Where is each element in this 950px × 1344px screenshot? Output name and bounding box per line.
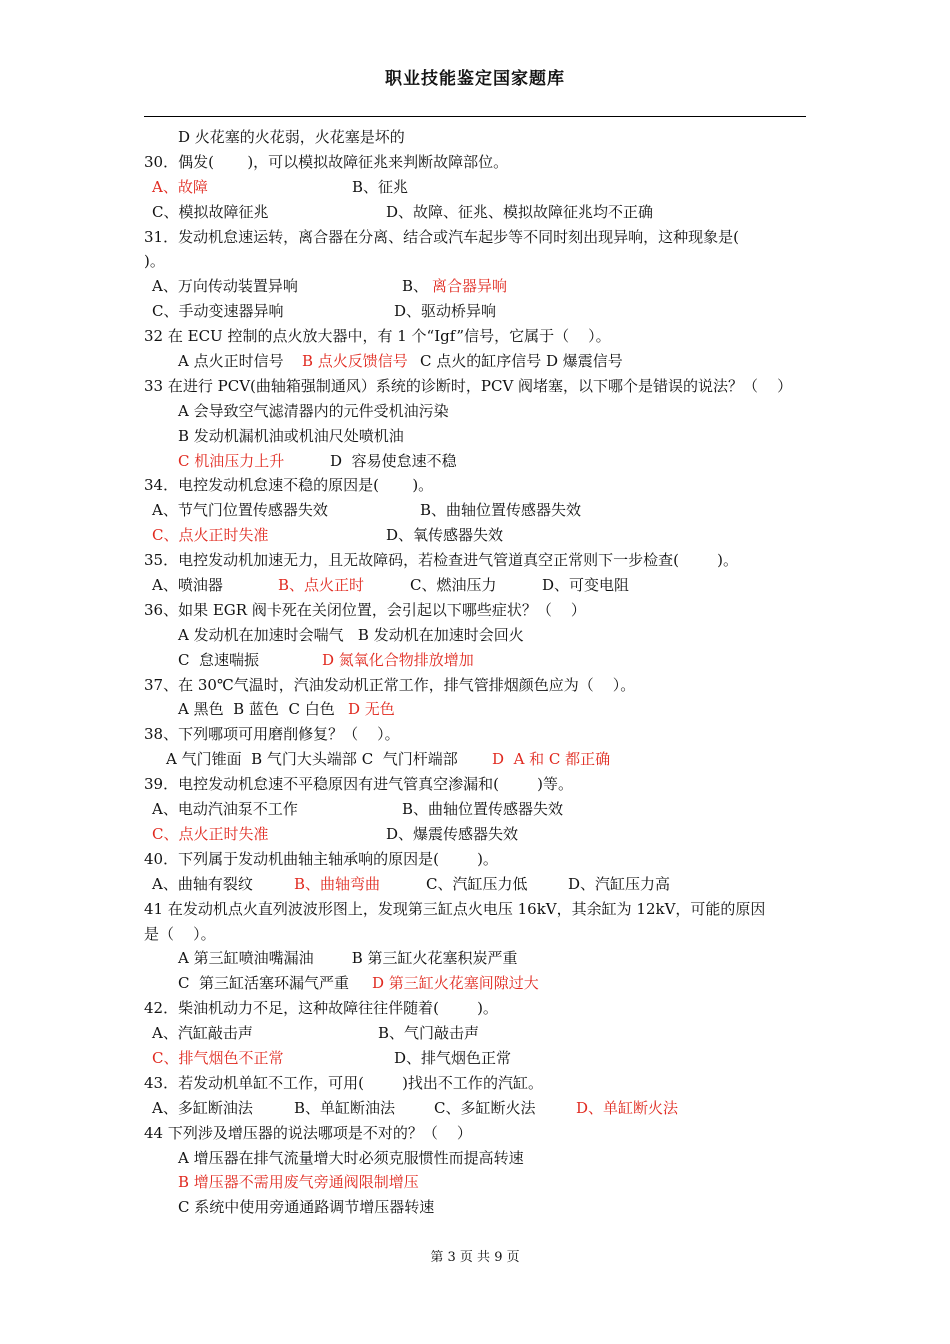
question-text: A 点火正时信号 — [178, 352, 284, 371]
text-line — [0, 249, 950, 274]
question-text: A、电动汽油泵不工作 — [152, 800, 298, 819]
question-text: C、模拟故障征兆 — [152, 202, 269, 221]
question-text: C 第三缸活塞环漏气严重 — [178, 974, 350, 993]
question-text: A 黑色 B 蓝色 C 白色 — [178, 700, 335, 719]
question-text: D、氧传感器失效 — [386, 526, 504, 545]
question-text: 35．电控发动机加速无力，且无故障码，若检查进气管道真空正常则下一步检查( )。 — [144, 551, 738, 570]
question-text: B、气门敲击声 — [378, 1024, 480, 1043]
page-footer: 第 3 页 共 9 页 — [430, 1250, 520, 1265]
question-text: )。 — [144, 252, 165, 271]
text-line — [0, 200, 950, 225]
question-text: C 点火的缸序信号 D 爆震信号 — [420, 352, 623, 371]
question-text: A、万向传动装置异响 — [152, 277, 298, 296]
answer-text: 离合器异响 — [432, 277, 508, 296]
question-text: C、汽缸压力低 — [426, 874, 528, 893]
question-text: D、爆震传感器失效 — [386, 824, 519, 843]
answer-text: D 氮氧化合物排放增加 — [322, 650, 474, 669]
text-line — [0, 847, 950, 872]
text-line — [0, 971, 950, 996]
text-line — [0, 872, 950, 897]
text-line — [0, 1046, 950, 1071]
text-line — [0, 349, 950, 374]
text-line — [0, 424, 950, 449]
text-line — [0, 374, 950, 399]
text-line — [0, 673, 950, 698]
text-line — [0, 598, 950, 623]
question-text: D、可变电阻 — [542, 576, 630, 595]
text-line — [0, 1071, 950, 1096]
text-line — [0, 498, 950, 523]
question-text: 31．发动机怠速运转，离合器在分离、结合或汽车起步等不同时刻出现异响，这种现象是( — [144, 227, 739, 246]
answer-text: C、点火正时失准 — [152, 824, 269, 843]
question-text: A 增压器在排气流量增大时必须克服惯性而提高转速 — [178, 1148, 524, 1167]
question-text: A 会导致空气滤清器内的元件受机油污染 — [178, 401, 449, 420]
text-line — [0, 125, 950, 150]
question-text: 30．偶发( )，可以模拟故障征兆来判断故障部位。 — [144, 152, 509, 171]
question-text: A、多缸断油法 — [152, 1098, 253, 1117]
question-text: B、 — [402, 277, 429, 296]
question-text: 43．若发动机单缸不工作，可用( )找出不工作的汽缸。 — [144, 1073, 543, 1092]
text-line — [0, 473, 950, 498]
text-line — [0, 324, 950, 349]
question-text: 42．柴油机动力不足，这种故障往往伴随着( )。 — [144, 999, 498, 1018]
text-line — [0, 1170, 950, 1195]
question-text: C、手动变速器异响 — [152, 302, 284, 321]
text-line — [0, 523, 950, 548]
answer-text: B、曲轴弯曲 — [294, 874, 381, 893]
text-line — [0, 797, 950, 822]
text-line — [0, 399, 950, 424]
question-list — [0, 125, 950, 1220]
question-text: A 发动机在加速时会喘气 B 发动机在加速时会回火 — [178, 625, 524, 644]
answer-text: D、单缸断火法 — [576, 1098, 679, 1117]
text-line — [0, 274, 950, 299]
text-line — [0, 697, 950, 722]
question-text: A 气门锥面 B 气门大头端部 C 气门杆端部 — [166, 750, 458, 769]
text-line — [0, 1146, 950, 1171]
answer-text: C、排气烟色不正常 — [152, 1048, 284, 1067]
text-line — [0, 946, 950, 971]
answer-text: B 点火反馈信号 — [302, 352, 408, 371]
question-text: 40．下列属于发动机曲轴主轴承响的原因是( )。 — [144, 849, 498, 868]
question-text: D 火花塞的火花弱，火花塞是坏的 — [178, 128, 405, 146]
question-text: B、曲轴位置传感器失效 — [402, 800, 564, 819]
answer-text: D 第三缸火花塞间隙过大 — [372, 974, 539, 993]
text-line — [0, 722, 950, 747]
text-line — [0, 1195, 950, 1220]
text-line — [0, 1096, 950, 1121]
answer-text: D A 和 C 都正确 — [492, 750, 611, 769]
text-line — [0, 747, 950, 772]
question-text: B、单缸断油法 — [294, 1098, 396, 1117]
text-line — [0, 150, 950, 175]
question-text: C 系统中使用旁通通路调节增压器转速 — [178, 1198, 435, 1217]
answer-text: B、点火正时 — [278, 576, 365, 595]
answer-text: A、故障 — [152, 177, 208, 196]
text-line — [0, 623, 950, 648]
question-text: C、燃油压力 — [410, 576, 497, 595]
text-line — [0, 648, 950, 673]
text-line — [0, 449, 950, 474]
question-text: B、曲轴位置传感器失效 — [420, 501, 582, 520]
question-text: D、驱动桥异响 — [394, 302, 497, 321]
answer-text: B 增压器不需用废气旁通阀限制增压 — [178, 1173, 419, 1192]
question-text: A、喷油器 — [152, 576, 223, 595]
text-line — [0, 1021, 950, 1046]
question-text: D、汽缸压力高 — [568, 874, 671, 893]
question-text: 34．电控发动机怠速不稳的原因是( )。 — [144, 476, 434, 495]
page-header-title: 职业技能鉴定国家题库 — [385, 69, 565, 89]
text-line — [0, 299, 950, 324]
question-text: 33 在进行 PCV(曲轴箱强制通风）系统的诊断时，PCV 阀堵塞，以下哪个是错误的说法？（ ） — [144, 376, 793, 395]
text-line — [0, 922, 950, 947]
question-text: B、征兆 — [352, 177, 409, 196]
question-text: 32 在 ECU 控制的点火放大器中，有 1 个“Igf”信号，它属于（ ）。 — [144, 327, 611, 346]
question-text: C、多缸断火法 — [434, 1098, 536, 1117]
question-text: D 容易使怠速不稳 — [330, 451, 457, 470]
question-text: 36、如果 EGR 阀卡死在关闭位置，会引起以下哪些症状？（ ） — [144, 600, 586, 619]
text-line — [0, 1121, 950, 1146]
header-divider — [144, 116, 806, 117]
text-line — [0, 548, 950, 573]
text-line — [0, 225, 950, 250]
question-text: 38、下列哪项可用磨削修复？（ ）。 — [144, 725, 400, 744]
question-text: A、节气门位置传感器失效 — [152, 501, 328, 520]
question-text: D、故障、征兆、模拟故障征兆均不正确 — [386, 202, 654, 221]
answer-text: C 机油压力上升 — [178, 451, 285, 470]
question-text: 37、在 30℃气温时，汽油发动机正常工作，排气管排烟颜色应为（ ）。 — [144, 675, 636, 694]
question-text: 44 下列涉及增压器的说法哪项是不对的？（ ） — [144, 1123, 472, 1142]
text-line — [0, 822, 950, 847]
text-line — [0, 897, 950, 922]
answer-text: C、点火正时失准 — [152, 526, 269, 545]
question-text: D、排气烟色正常 — [394, 1048, 512, 1067]
text-line — [0, 175, 950, 200]
question-text: 41 在发动机点火直列波波形图上，发现第三缸点火电压 16kV，其余缸为 12kV，可能的原因 — [144, 899, 766, 918]
question-text: B 发动机漏机油或机油尺处喷机油 — [178, 426, 404, 445]
question-text: 39．电控发动机怠速不平稳原因有进气管真空渗漏和( )等。 — [144, 775, 573, 794]
question-text: A、曲轴有裂纹 — [152, 874, 253, 893]
question-text: C 怠速喘振 — [178, 650, 260, 669]
question-text: 是（ ）。 — [144, 924, 216, 943]
text-line — [0, 573, 950, 598]
text-line — [0, 996, 950, 1021]
answer-text: D 无色 — [348, 700, 395, 719]
text-line — [0, 772, 950, 797]
question-text: A、汽缸敲击声 — [152, 1024, 253, 1043]
question-text: A 第三缸喷油嘴漏油 B 第三缸火花塞积炭严重 — [178, 949, 518, 968]
